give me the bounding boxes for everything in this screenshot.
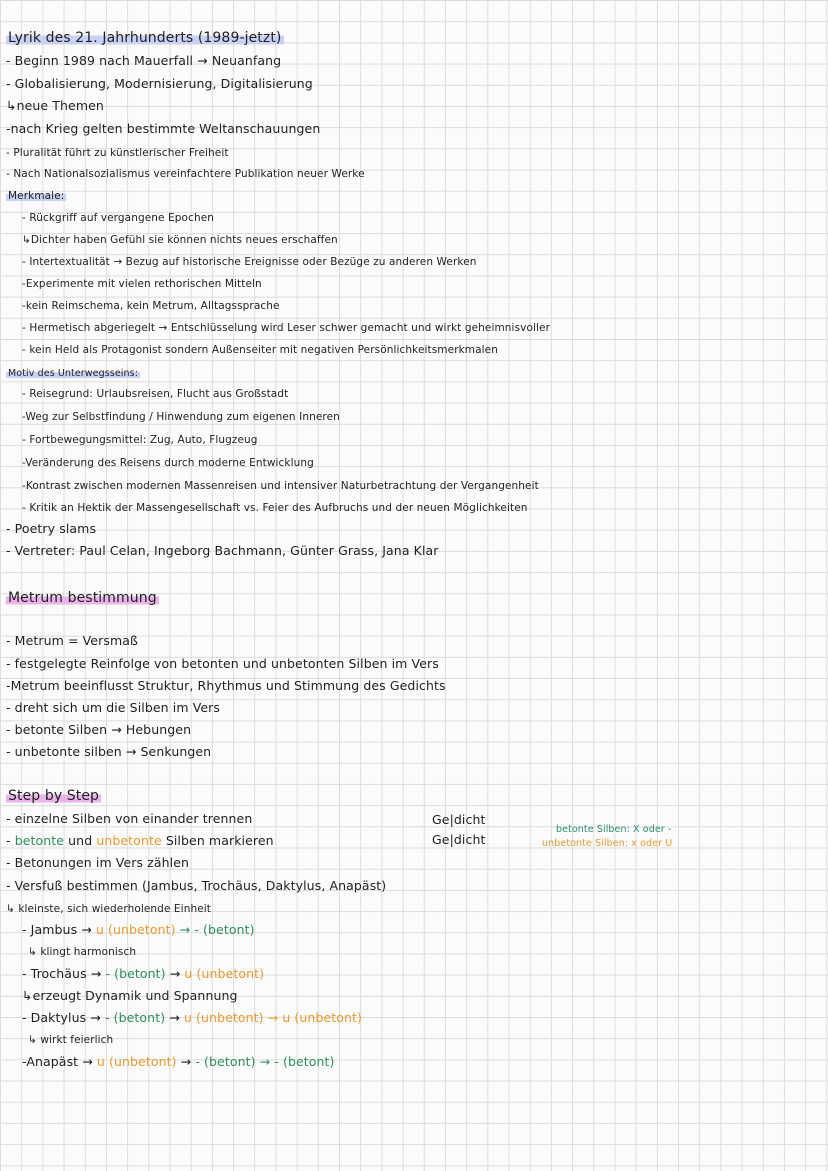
- merkmal-item: - Intertextualität → Bezug auf historische Ereignisse oder Bezüge zu anderen Werken: [22, 256, 477, 268]
- merkmale-label: [6, 188, 66, 204]
- motiv-item: - Fortbewegungsmittel: Zug, Auto, Flugzeug: [22, 434, 258, 446]
- unbetonte-word: unbetonte: [96, 833, 162, 848]
- daktylus-note: ↳ wirkt feierlich: [28, 1034, 114, 1046]
- merkmal-item: - Rückgriff auf vergangene Epochen: [22, 212, 215, 224]
- legend-betonte: betonte Silben: X oder -: [556, 824, 672, 835]
- text-segment: →: [165, 1010, 184, 1025]
- text-line: - Betonungen im Vers zählen: [6, 855, 190, 870]
- text-line: - betonte Silben → Hebungen: [6, 722, 192, 737]
- motiv-label: [6, 366, 140, 382]
- merkmal-item: - Hermetisch abgeriegelt → Entschlüsselung wird Leser schwer gemacht und wirkt geheimnisvoller: [22, 322, 550, 334]
- unbetont-mark: u (unbetont): [184, 966, 265, 981]
- merkmal-item: -kein Reimschema, kein Metrum, Alltagssprache: [22, 300, 280, 312]
- betont-mark: → - (betont): [175, 922, 255, 937]
- gedicht-example: Ge|dicht: [432, 812, 486, 827]
- daktylus-line: [22, 1010, 362, 1026]
- section-title-lyrik: [6, 30, 284, 46]
- trochaus-line: [22, 966, 264, 982]
- text-line: [6, 833, 274, 849]
- betont-mark: - (betont) → - (betont): [195, 1054, 335, 1069]
- title-text: Step by Step: [8, 788, 100, 804]
- text-line: - Globalisierung, Modernisierung, Digitalisierung: [6, 76, 313, 91]
- text-line: -nach Krieg gelten bestimmte Weltanschauungen: [6, 121, 321, 136]
- motiv-label-text: Motiv des Unterwegsseins:: [8, 368, 139, 379]
- title-text: Lyrik des 21. Jahrhunderts (1989-jetzt): [8, 30, 282, 46]
- merkmal-item: - kein Held als Protagonist sondern Außenseiter mit negativen Persönlichkeitsmerkmalen: [22, 344, 498, 356]
- text-line: - einzelne Silben von einander trennen: [6, 811, 253, 826]
- trochaus-note: ↳erzeugt Dynamik und Spannung: [22, 988, 238, 1003]
- motiv-item: - Kritik an Hektik der Massengesellschaft vs. Feier des Aufbruchs und der neuen Möglichkeiten: [22, 502, 528, 514]
- text-segment: -: [6, 833, 15, 848]
- jambus-note: ↳ klingt harmonisch: [28, 946, 137, 958]
- text-segment: →: [165, 966, 185, 981]
- text-segment: -Anapäst →: [22, 1054, 97, 1069]
- betonte-word: betonte: [14, 833, 65, 848]
- text-segment: - Trochäus →: [22, 966, 106, 981]
- anapast-line: [22, 1054, 335, 1070]
- text-segment: und: [64, 833, 97, 848]
- unbetont-mark: u (unbetont): [96, 1054, 177, 1069]
- jambus-line: [22, 922, 255, 938]
- text-line: - festgelegte Reinfolge von betonten und unbetonten Silben im Vers: [6, 656, 439, 671]
- merkmal-item: -Experimente mit vielen rethorischen Mitteln: [22, 278, 262, 290]
- text-line: ↳ kleinste, sich wiederholende Einheit: [6, 903, 211, 915]
- merkmal-item: ↳Dichter haben Gefühl sie können nichts neues erschaffen: [22, 234, 338, 246]
- text-line: - unbetonte silben → Senkungen: [6, 744, 212, 759]
- text-line: - Vertreter: Paul Celan, Ingeborg Bachmann, Günter Grass, Jana Klar: [6, 543, 439, 558]
- title-text: Metrum bestimmung: [8, 590, 157, 606]
- betont-mark: - (betont): [105, 966, 166, 981]
- legend-unbetonte: unbetonte Silben: x oder U: [542, 838, 673, 849]
- motiv-item: -Veränderung des Reisens durch moderne Entwicklung: [22, 457, 314, 469]
- section-title-step-by-step: [6, 788, 101, 804]
- text-line: ↳neue Themen: [6, 98, 104, 113]
- text-line: - Versfuß bestimmen (Jambus, Trochäus, Daktylus, Anapäst): [6, 878, 387, 893]
- motiv-item: -Weg zur Selbstfindung / Hinwendung zum eigenen Inneren: [22, 411, 340, 423]
- text-line: - Metrum = Versmaß: [6, 633, 138, 648]
- motiv-item: - Reisegrund: Urlaubsreisen, Flucht aus Großstadt: [22, 388, 289, 400]
- gedicht-example: Ge|dicht: [432, 832, 486, 847]
- betont-mark: - (betont): [104, 1010, 166, 1025]
- motiv-item: -Kontrast zwischen modernen Massenreisen und intensiver Naturbetrachtung der Vergangenheit: [22, 480, 539, 492]
- unbetont-mark: u (unbetont) → u (unbetont): [183, 1010, 363, 1025]
- text-line: - dreht sich um die Silben im Vers: [6, 700, 221, 715]
- text-line: -Metrum beeinflusst Struktur, Rhythmus und Stimmung des Gedichts: [6, 678, 446, 693]
- text-segment: Silben markieren: [161, 833, 274, 848]
- text-line: - Pluralität führt zu künstlerischer Freiheit: [6, 147, 229, 159]
- text-line: - Beginn 1989 nach Mauerfall → Neuanfang: [6, 53, 282, 68]
- merkmale-label-text: Merkmale:: [8, 190, 65, 202]
- text-line: - Nach Nationalsozialismus vereinfachtere Publikation neuer Werke: [6, 168, 365, 180]
- unbetont-mark: u (unbetont): [95, 922, 176, 937]
- text-segment: - Daktylus →: [22, 1010, 105, 1025]
- text-segment: - Jambus →: [22, 922, 96, 937]
- section-title-metrum: [6, 590, 159, 606]
- text-segment: →: [176, 1054, 196, 1069]
- text-line: - Poetry slams: [6, 521, 97, 536]
